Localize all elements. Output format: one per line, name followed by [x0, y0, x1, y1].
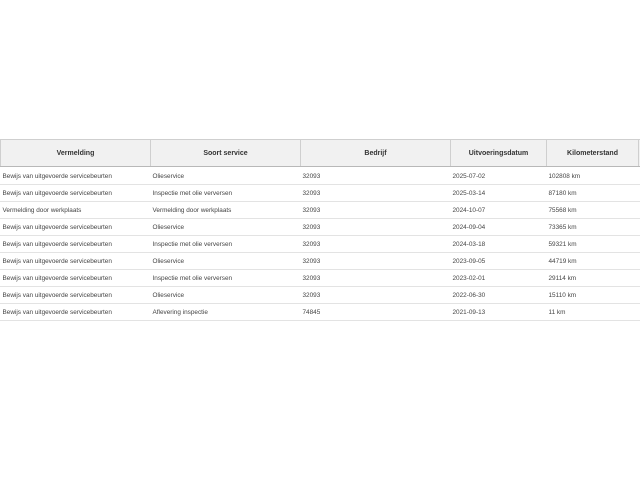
- cell-kilometerstand: 75568 km: [547, 202, 639, 219]
- cell-bedrijf: 32093: [301, 270, 451, 287]
- cell-kilometerstand: 87180 km: [547, 185, 639, 202]
- cell-bedrijf: 32093: [301, 236, 451, 253]
- table-body: [0, 167, 640, 321]
- cell-vermelding: Bewijs van uitgevoerde servicebeurten: [1, 236, 151, 253]
- table-row: [0, 236, 640, 253]
- cell-vermelding: Bewijs van uitgevoerde servicebeurten: [1, 167, 151, 185]
- service-history-table: [0, 139, 640, 321]
- cell-soort-service: Aflevering inspectie: [151, 304, 301, 321]
- table-row: [0, 287, 640, 304]
- header-row: [0, 140, 640, 167]
- cell-uitvoeringsdatum: 2024-03-18: [451, 236, 547, 253]
- cell-uitvoeringsdatum: 2024-10-07: [451, 202, 547, 219]
- table-header: [0, 140, 640, 167]
- cell-bedrijf: 32093: [301, 202, 451, 219]
- cell-soort-service: Inspectie met olie verversen: [151, 270, 301, 287]
- table-row: [0, 219, 640, 236]
- table-row: [0, 167, 640, 185]
- cell-uitvoeringsdatum: 2022-06-30: [451, 287, 547, 304]
- table-row: [0, 304, 640, 321]
- cell-kilometerstand: 15110 km: [547, 287, 639, 304]
- cell-kilometerstand: 73365 km: [547, 219, 639, 236]
- column-header-soort-service[interactable]: Soort service: [151, 140, 301, 167]
- cell-vermelding: Bewijs van uitgevoerde servicebeurten: [1, 253, 151, 270]
- table-row: [0, 202, 640, 219]
- table-row: [0, 270, 640, 287]
- cell-uitvoeringsdatum: 2025-07-02: [451, 167, 547, 185]
- cell-bedrijf: 32093: [301, 167, 451, 185]
- cell-soort-service: Olieservice: [151, 287, 301, 304]
- cell-soort-service: Olieservice: [151, 253, 301, 270]
- column-header-uitvoeringsdatum[interactable]: Uitvoeringsdatum: [451, 140, 547, 167]
- cell-kilometerstand: 44719 km: [547, 253, 639, 270]
- column-header-bedrijf[interactable]: Bedrijf: [301, 140, 451, 167]
- cell-bedrijf: 74845: [301, 304, 451, 321]
- cell-uitvoeringsdatum: 2025-03-14: [451, 185, 547, 202]
- cell-bedrijf: 32093: [301, 253, 451, 270]
- cell-vermelding: Bewijs van uitgevoerde servicebeurten: [1, 287, 151, 304]
- cell-soort-service: Olieservice: [151, 219, 301, 236]
- cell-bedrijf: 32093: [301, 287, 451, 304]
- cell-kilometerstand: 11 km: [547, 304, 639, 321]
- cell-vermelding: Vermelding door werkplaats: [1, 202, 151, 219]
- column-header-kilometerstand[interactable]: Kilometerstand: [547, 140, 639, 167]
- column-header-vermelding[interactable]: Vermelding: [1, 140, 151, 167]
- cell-uitvoeringsdatum: 2023-09-05: [451, 253, 547, 270]
- cell-vermelding: Bewijs van uitgevoerde servicebeurten: [1, 185, 151, 202]
- cell-soort-service: Vermelding door werkplaats: [151, 202, 301, 219]
- cell-vermelding: Bewijs van uitgevoerde servicebeurten: [1, 219, 151, 236]
- cell-bedrijf: 32093: [301, 219, 451, 236]
- table-row: [0, 185, 640, 202]
- cell-uitvoeringsdatum: 2023-02-01: [451, 270, 547, 287]
- cell-kilometerstand: 29114 km: [547, 270, 639, 287]
- cell-kilometerstand: 59321 km: [547, 236, 639, 253]
- service-history-table-container: [0, 139, 640, 323]
- cell-vermelding: Bewijs van uitgevoerde servicebeurten: [1, 270, 151, 287]
- cell-uitvoeringsdatum: 2021-09-13: [451, 304, 547, 321]
- cell-bedrijf: 32093: [301, 185, 451, 202]
- cell-vermelding: Bewijs van uitgevoerde servicebeurten: [1, 304, 151, 321]
- cell-uitvoeringsdatum: 2024-09-04: [451, 219, 547, 236]
- cell-soort-service: Olieservice: [151, 167, 301, 185]
- cell-soort-service: Inspectie met olie verversen: [151, 185, 301, 202]
- cell-kilometerstand: 102808 km: [547, 167, 639, 185]
- cell-soort-service: Inspectie met olie verversen: [151, 236, 301, 253]
- table-row: [0, 253, 640, 270]
